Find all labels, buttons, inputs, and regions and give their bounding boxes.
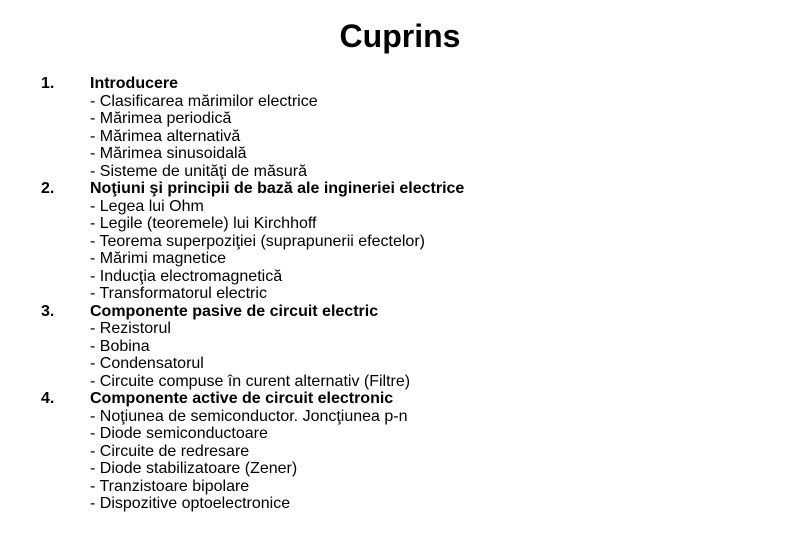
subtopic-list <box>0 320 800 390</box>
toc-section-1 <box>0 75 800 180</box>
subtopic-item: - Noţiunea de semiconductor. Joncţiunea p-n <box>90 407 408 425</box>
section-heading <box>0 303 800 321</box>
subtopic-item: - Mărimi magnetice <box>90 250 227 267</box>
subtopic-item: - Tranzistoare bipolare <box>90 477 250 495</box>
subtopic-item: - Transformatorul electric <box>90 285 267 302</box>
subtopic-item: - Dispozitive optoelectronice <box>90 495 291 512</box>
section-number: 3. <box>41 302 55 320</box>
subtopic-item: - Condensatorul <box>90 355 204 372</box>
subtopic-item: - Diode stabilizatoare (Zener) <box>90 460 298 477</box>
page-title: Cuprins <box>339 18 461 54</box>
subtopic-item: - Mărimea alternativă <box>90 127 241 145</box>
subtopic-item: - Teorema superpoziţiei (suprapunerii efectelor) <box>90 232 425 250</box>
subtopic-item: - Bobina <box>90 337 150 355</box>
section-title: Componente active de circuit electronic <box>90 390 394 407</box>
subtopic-item: - Mărimea periodică <box>90 110 232 127</box>
table-of-contents <box>0 75 800 513</box>
subtopic-item: - Circuite compuse în curent alternativ (Filtre) <box>90 372 411 390</box>
toc-section-3 <box>0 303 800 391</box>
subtopic-item: - Rezistorul <box>90 320 171 337</box>
section-number: 4. <box>41 390 55 407</box>
subtopic-item: - Circuite de redresare <box>90 442 250 460</box>
subtopic-item: - Legea lui Ohm <box>90 197 204 215</box>
subtopic-item: - Mărimea sinusoidală <box>90 145 247 162</box>
section-heading <box>0 390 800 408</box>
subtopic-item: - Inducţia electromagnetică <box>90 267 283 285</box>
section-heading <box>0 75 800 93</box>
section-title: Noţiuni şi principii de bază ale ingineriei electrice <box>90 180 465 197</box>
section-title: Introducere <box>90 75 179 92</box>
section-number: 2. <box>41 180 55 197</box>
toc-section-2 <box>0 180 800 303</box>
subtopic-item: - Diode semiconductoare <box>90 425 268 442</box>
subtopic-item: - Clasificarea mărimilor electrice <box>90 92 318 110</box>
subtopic-item: - Sisteme de unităţi de măsură <box>90 162 307 180</box>
subtopic-list <box>0 408 800 513</box>
toc-section-4 <box>0 390 800 513</box>
subtopic-list <box>0 198 800 303</box>
subtopic-list <box>0 93 800 181</box>
section-number: 1. <box>41 75 55 92</box>
section-heading <box>0 180 800 198</box>
section-title: Componente pasive de circuit electric <box>90 302 379 320</box>
subtopic-item: - Legile (teoremele) lui Kirchhoff <box>90 215 317 232</box>
